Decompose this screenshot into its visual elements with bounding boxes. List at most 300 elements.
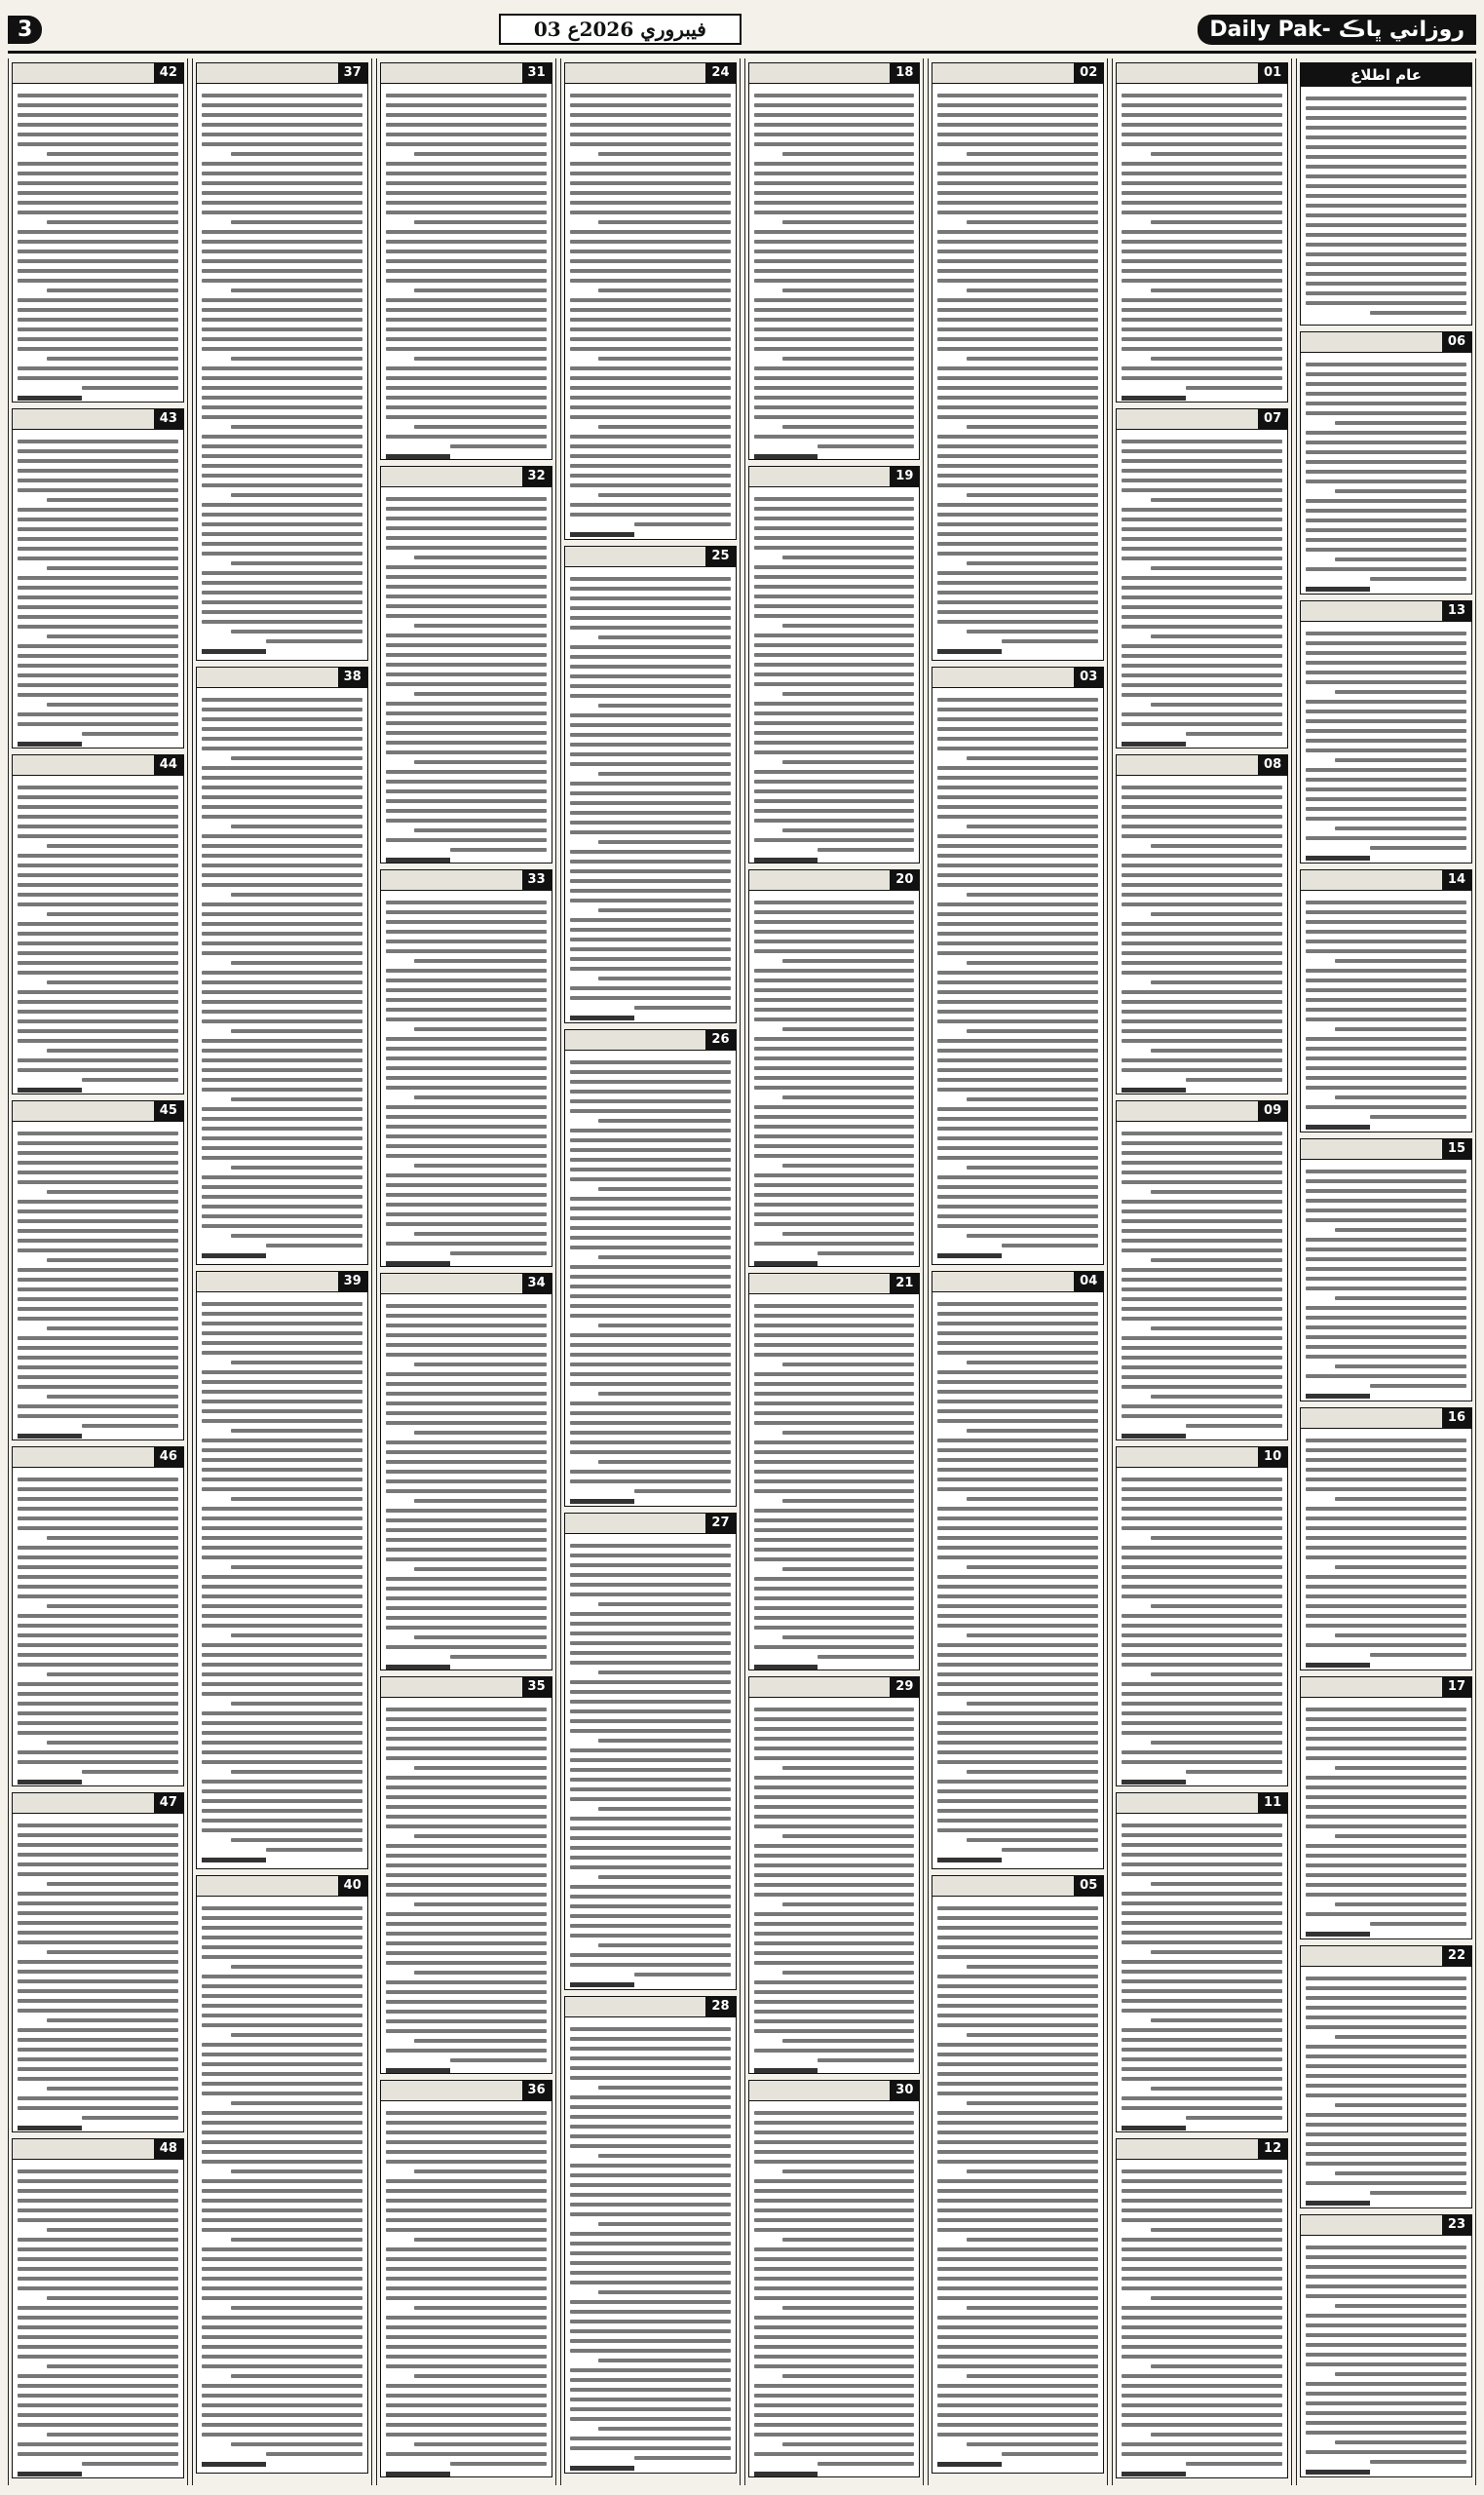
text-line [202,162,362,166]
text-line [598,220,730,224]
text-line [1306,1594,1466,1598]
text-line [1122,1833,1282,1837]
text-line [967,893,1098,897]
text-line [1306,2255,1466,2259]
text-line [1335,690,1466,694]
notice-signature [386,858,450,863]
text-line [386,133,547,136]
text-line [1122,1643,1282,1647]
text-line [202,2413,362,2417]
text-line [202,1068,362,1072]
text-line [386,643,547,647]
text-line [18,1068,178,1072]
text-line [202,1448,362,1452]
text-line [1306,1526,1466,1530]
text-line [450,1251,547,1255]
text-line [202,854,362,858]
text-line [450,2462,547,2466]
text-line [570,1856,731,1860]
text-line [754,1144,915,1148]
text-line [1122,683,1282,687]
text-line [386,308,547,312]
text-line [202,474,362,478]
text-line [754,2189,915,2193]
text-line [202,2004,362,2008]
text-line [937,717,1098,721]
text-line [1122,586,1282,590]
text-line [386,1324,547,1327]
text-line [754,1047,915,1051]
column [376,58,556,2485]
text-line [1122,1365,1282,1369]
column [1112,58,1292,2485]
text-line [1306,1643,1466,1647]
text-line [754,405,915,409]
notice-header [1301,1677,1471,1698]
text-line [754,2019,915,2023]
text-line [1335,2304,1466,2308]
text-line [414,2306,546,2310]
text-line [570,2037,731,2041]
text-line [414,1164,546,1168]
text-line [1306,969,1466,973]
text-line [18,605,178,609]
text-line [1335,557,1466,561]
notice-signature [18,2126,82,2130]
text-line [18,644,178,648]
text-line [386,711,547,715]
text-line [937,1711,1098,1715]
text-line [1151,2296,1282,2300]
text-line [18,191,178,195]
text-line [937,747,1098,750]
notice-header [381,1677,552,1698]
text-line [754,2000,915,2004]
text-line [1122,1911,1282,1915]
notice-header [13,1447,183,1468]
text-line [570,211,731,214]
text-line [937,727,1098,731]
text-line [570,415,731,419]
text-line [202,600,362,604]
text-line [754,565,915,569]
text-line [1122,864,1282,867]
text-line [202,1936,362,1939]
text-line [386,1017,547,1021]
notice-header [749,1274,920,1294]
text-line [937,2277,1098,2281]
text-line [754,1557,915,1561]
text-line [386,663,547,667]
issue-date: 03 فيبروري 2026ع [499,14,742,45]
text-line [570,2261,731,2265]
text-line [1306,2421,1466,2425]
text-line [202,786,362,789]
text-line [1335,1296,1466,1300]
text-line [1151,2087,1282,2091]
text-line [754,1421,915,1425]
text-line [1306,1316,1466,1320]
text-line [1370,1922,1466,1926]
text-line [386,142,547,146]
notice-signature [754,1665,818,1670]
text-line [937,1058,1098,1062]
text-line [1306,528,1466,532]
text-line [18,625,178,629]
text-line [598,1807,730,1811]
text-line [937,1224,1098,1228]
text-line [202,1478,362,1481]
text-line [18,1180,178,1184]
text-line [570,1372,731,1376]
notice-number: 36 [522,2081,552,2100]
text-line [18,1940,178,1944]
text-line [1122,2355,1282,2359]
text-line [18,1862,178,1866]
text-line [1122,932,1282,936]
text-line [598,772,730,776]
text-line [1122,1663,1282,1667]
text-line [18,786,178,789]
text-line [18,1750,178,1754]
notice-number: 10 [1258,1447,1287,1467]
text-line [18,2277,178,2281]
classified-notice [1116,2138,1288,2478]
text-line [386,1805,547,1809]
text-line [570,503,731,507]
notice-number: 39 [338,1272,367,1291]
text-line [202,94,362,97]
text-line [1306,671,1466,674]
text-line [414,1095,546,1099]
text-line [414,1834,546,1838]
text-line [386,162,547,166]
text-line [598,288,730,292]
text-line [18,113,178,117]
text-line [1122,94,1282,97]
text-line [570,811,731,815]
text-line [386,1616,547,1620]
text-line [18,2423,178,2427]
text-line [754,901,915,904]
text-line [202,971,362,975]
text-line [754,2433,915,2437]
notice-signature [1306,1663,1370,1668]
text-line [202,1214,362,1218]
text-line [754,2199,915,2203]
text-line [754,337,915,341]
text-line [754,988,915,992]
text-line [754,1372,915,1376]
text-line [386,1489,547,1493]
text-line [202,1906,362,1910]
notice-number: 28 [705,1997,735,2016]
text-line [937,191,1098,195]
text-line [754,663,915,667]
classified-notice [380,869,552,1267]
text-line [1122,883,1282,887]
text-line [1151,220,1282,224]
text-line [202,1526,362,1530]
text-line [1151,1049,1282,1053]
text-line [570,201,731,205]
text-line [1151,2364,1282,2368]
text-line [570,733,731,737]
text-line [570,1479,731,1483]
text-line [18,854,178,858]
text-line [18,1979,178,1983]
text-line [1122,2247,1282,2251]
text-line [937,1351,1098,1355]
text-line [570,587,731,591]
notice-signature [754,454,818,459]
text-line [1306,1189,1466,1193]
text-line [18,103,178,107]
text-line [386,1212,547,1216]
text-line [937,2423,1098,2427]
text-line [1122,2286,1282,2290]
text-line [754,2010,915,2014]
text-line [1122,1068,1282,1072]
text-line [1122,259,1282,263]
text-line [1122,625,1282,629]
text-line [47,288,178,292]
text-line [754,94,915,97]
text-line [1306,411,1466,415]
text-line [18,1853,178,1857]
text-line [202,1926,362,1930]
text-line [1306,2093,1466,2097]
text-line [598,1739,730,1743]
notice-number: 11 [1258,1793,1287,1813]
text-line [386,536,547,540]
notice-header [1301,2215,1471,2236]
newspaper-brand [1198,15,1476,45]
text-line [1122,1853,1282,1857]
text-line [937,1546,1098,1550]
text-line [231,1166,362,1170]
text-line [754,1203,915,1207]
text-line [1306,1478,1466,1481]
notice-signature [1306,2470,1370,2475]
text-line [1122,1682,1282,1686]
brand-urdu: روزاني ڀاڪ [1338,17,1465,42]
text-line [1306,1277,1466,1281]
text-line [754,517,915,520]
classified-notice [1116,1792,1288,2132]
notice-signature [754,2068,818,2073]
text-line [47,498,178,502]
text-line [570,1099,731,1103]
text-line [1370,1653,1466,1657]
text-line [202,279,362,283]
text-line [386,113,547,117]
text-line [1306,2284,1466,2288]
text-line [1186,386,1282,390]
text-line [1306,1218,1466,1222]
classified-notice [932,1875,1104,2474]
text-line [598,977,730,980]
text-line [937,922,1098,926]
text-line [570,1690,731,1694]
text-line [386,94,547,97]
text-line [1122,162,1282,166]
text-line [1122,2038,1282,2042]
text-line [937,2014,1098,2017]
text-line [754,1824,915,1828]
text-line [202,766,362,770]
text-line [754,780,915,784]
text-line [18,1970,178,1974]
text-line [47,2087,178,2091]
text-line [1122,1317,1282,1321]
notice-signature [18,1088,82,1093]
text-line [18,2257,178,2261]
text-line [202,522,362,526]
text-line [937,1117,1098,1121]
text-line [202,1351,362,1355]
text-line [1306,1604,1466,1608]
text-line [754,2257,915,2261]
text-line [1122,1721,1282,1725]
text-line [202,864,362,867]
text-line [570,172,731,175]
classified-notice [932,667,1104,1265]
text-line [386,2140,547,2144]
text-line [1151,1190,1282,1194]
text-line [1122,250,1282,253]
text-line [754,1616,915,1620]
text-line [570,347,731,351]
text-line [47,1049,178,1053]
text-line [1306,2294,1466,2298]
text-line [937,2296,1098,2300]
text-line [202,444,362,448]
notice-number: 42 [154,63,183,83]
text-line [386,1844,547,1848]
classified-notice [748,466,921,864]
text-line [202,123,362,127]
text-line [231,630,362,633]
text-line [202,2267,362,2271]
text-line [202,2286,362,2290]
text-line [386,1912,547,1916]
text-line [937,1195,1098,1199]
text-line [47,1190,178,1194]
text-line [231,1361,362,1364]
notice-number: 02 [1074,63,1103,83]
text-line [386,2403,547,2407]
notice-signature [1122,396,1186,401]
text-line [782,556,914,559]
text-line [1122,615,1282,619]
text-line [1122,922,1282,926]
text-line [18,2057,178,2061]
notice-header [1117,1793,1287,1814]
text-line [202,1409,362,1413]
text-line [386,279,547,283]
text-line [1306,204,1466,208]
classified-notice [1300,331,1472,595]
text-line [18,2077,178,2081]
text-line [18,1594,178,1598]
text-line [386,1746,547,1750]
text-line [266,1244,362,1248]
text-line [937,2325,1098,2329]
text-line [231,1702,362,1706]
text-line [754,201,915,205]
text-line [18,1989,178,1993]
text-line [202,1331,362,1335]
text-line [18,1911,178,1915]
text-line [202,1828,362,1832]
text-line [1306,252,1466,256]
text-line [967,357,1098,361]
text-line [18,1365,178,1369]
text-line [937,883,1098,887]
text-line [937,2413,1098,2417]
notice-header [13,1101,183,1122]
notice-signature [570,532,634,537]
text-line [937,1175,1098,1179]
text-line [18,133,178,136]
text-line [570,938,731,941]
text-line [1122,1750,1282,1754]
text-line [18,1555,178,1559]
text-line [937,1185,1098,1189]
text-line [937,708,1098,711]
text-line [754,1134,915,1138]
text-line [1306,301,1466,305]
text-line [386,770,547,774]
text-line [570,2232,731,2236]
text-line [570,1090,731,1094]
text-line [1306,1555,1466,1559]
text-line [18,2199,178,2203]
text-line [1306,1047,1466,1051]
text-line [202,2140,362,2144]
text-line [570,386,731,390]
text-line [18,2306,178,2310]
text-line [202,405,362,409]
text-line [386,789,547,793]
text-line [386,2325,547,2329]
text-line [386,269,547,273]
text-line [47,912,178,916]
text-line [386,920,547,924]
text-line [1306,748,1466,752]
text-line [18,1346,178,1350]
text-line [1306,402,1466,405]
notice-header [197,1272,367,1292]
text-line [1306,2084,1466,2088]
text-line [1306,363,1466,366]
text-line [1122,2169,1282,2173]
text-line [47,152,178,156]
text-line [1122,2179,1282,2183]
text-line [754,1805,915,1809]
text-line [202,142,362,146]
text-line [202,951,362,955]
text-line [967,1029,1098,1033]
text-line [937,2257,1098,2261]
text-line [570,2271,731,2275]
text-line [598,425,730,429]
text-line [1306,2025,1466,2029]
notice-header [749,467,920,487]
text-line [782,1834,914,1838]
text-line [1122,854,1282,858]
